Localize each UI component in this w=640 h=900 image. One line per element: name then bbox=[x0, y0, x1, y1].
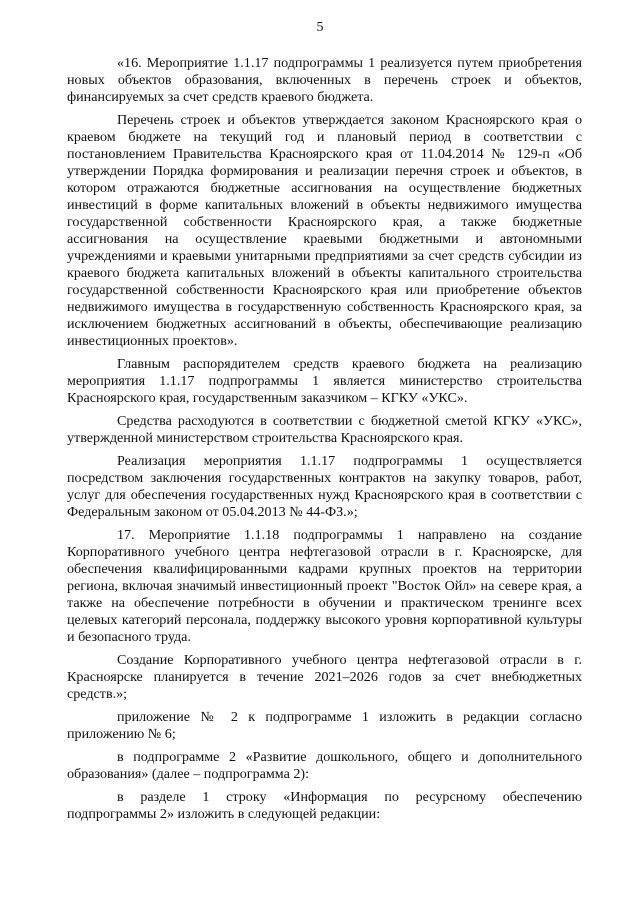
paragraph: Средства расходуются в соответствии с бюджетной сметой КГКУ «УКС», утвержденной министерством строительства Красноярского края. bbox=[67, 413, 582, 446]
paragraph: Создание Корпоративного учебного центра нефтегазовой отрасли в г. Красноярске планируется в течение 2021–2026 годов за счет внебюджетных средств.»; bbox=[67, 652, 582, 702]
document-body bbox=[67, 55, 582, 829]
paragraph: в подпрограмме 2 «Развитие дошкольного, общего и дополнительного образования» (далее – подпрограмма 2): bbox=[67, 749, 582, 782]
paragraph: Реализация мероприятия 1.1.17 подпрограммы 1 осуществляется посредством заключения государственных контрактов на закупку товаров, работ, услуг для обеспечения государственных нужд Красноярского края в соответствии с Федеральным законом от 05.04.2013 № 44-ФЗ.»; bbox=[67, 453, 582, 520]
paragraph: в разделе 1 строку «Информация по ресурсному обеспечению подпрограммы 2» изложить в следующей редакции: bbox=[67, 789, 582, 822]
paragraph: 17. Мероприятие 1.1.18 подпрограммы 1 направлено на создание Корпоративного учебного центра нефтегазовой отрасли в г. Красноярске, для обеспечения квалифицированными кадрами крупных проектов на территории региона, включая значимый инвестиционный проект "Восток Ойл» на севере края, а также на обеспечение потребности в обучении и практическом тренинге всех целевых категорий персонала, поддержку высокого уровня корпоративной культуры и безопасного труда. bbox=[67, 527, 582, 645]
paragraph: Главным распорядителем средств краевого бюджета на реализацию мероприятия 1.1.17 подпрограммы 1 является министерство строительства Красноярского края, государственным заказчиком – КГКУ «УКС». bbox=[67, 356, 582, 406]
paragraph: приложение № 2 к подпрограмме 1 изложить в редакции согласно приложению № 6; bbox=[67, 709, 582, 742]
page-number: 5 bbox=[316, 20, 324, 35]
paragraph: Перечень строек и объектов утверждается законом Красноярского края о краевом бюджете на текущий год и плановый период в соответствии с постановлением Правительства Красноярского края от 11.04.2014 № 129-п «Об утверждении Порядка формирования и реализации перечня строек и объектов, в котором отражаются бюджетные ассигнования на осуществление бюджетных инвестиций в форме капитальных вложений в объекты недвижимого имущества государственной собственности Красноярского края, а также бюджетные ассигнования на осуществление краевыми бюджетными и автономными учреждениями и краевыми унитарными предприятиями за счет средств субсидии из краевого бюджета капитальных вложений в объекты капитального строительства государственной собственности Красноярского края или приобретение объектов недвижимого имущества в государственную собственность Красноярского края, за исключением бюджетных ассигнований в объекты, обеспечивающие реализацию инвестиционных проектов». bbox=[67, 112, 582, 349]
paragraph: «16. Мероприятие 1.1.17 подпрограммы 1 реализуется путем приобретения новых объектов образования, включенных в перечень строек и объектов, финансируемых за счет средств краевого бюджета. bbox=[67, 55, 582, 105]
